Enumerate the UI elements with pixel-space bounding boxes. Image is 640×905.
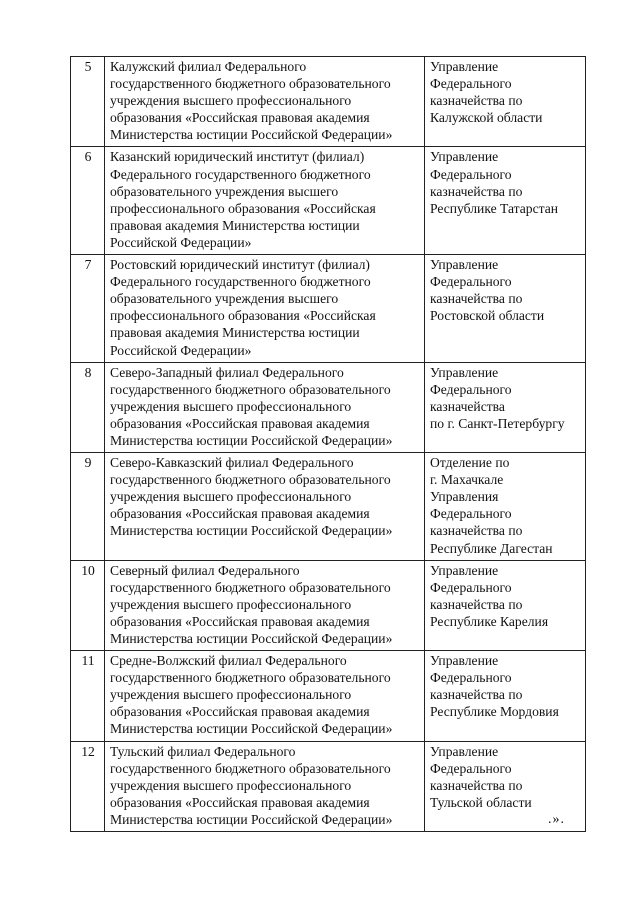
row-number: 9 <box>71 453 105 561</box>
table-row <box>71 453 586 561</box>
table-row <box>71 255 586 363</box>
treasury-office: Отделение по г. Махачкале Управления Федерального казначейства по Республике Дагестан <box>425 453 586 561</box>
table-row <box>71 651 586 741</box>
table-row <box>71 560 586 650</box>
closing-quote-mark: .». <box>548 812 565 827</box>
treasury-office: Управление Федерального казначейства по г. Санкт-Петербургу <box>425 362 586 452</box>
treasury-office: Управление Федерального казначейства по Ростовской области <box>425 255 586 363</box>
branch-name: Ростовский юридический институт (филиал) Федерального государственного бюджетного образовательного учреждения высшего профессионального образования «Российская правовая академия Министерства юстиции Российской Федерации» <box>105 255 425 363</box>
row-number: 5 <box>71 57 105 147</box>
table-row <box>71 57 586 147</box>
treasury-office: Управление Федерального казначейства по Калужской области <box>425 57 586 147</box>
treasury-office: Управление Федерального казначейства по Республике Татарстан <box>425 147 586 255</box>
row-number: 7 <box>71 255 105 363</box>
branch-name: Тульский филиал Федерального государственного бюджетного образовательного учреждения высшего профессионального образования «Российская правовая академия Министерства юстиции Российской Федерации» <box>105 741 425 831</box>
branch-name: Средне-Волжский филиал Федерального государственного бюджетного образовательного учреждения высшего профессионального образования «Российская правовая академия Министерства юстиции Российской Федерации» <box>105 651 425 741</box>
row-number: 11 <box>71 651 105 741</box>
row-number: 10 <box>71 560 105 650</box>
branch-name: Северо-Кавказский филиал Федерального государственного бюджетного образовательного учреждения высшего профессионального образования «Российская правовая академия Министерства юстиции Российской Федерации» <box>105 453 425 561</box>
table-row <box>71 741 586 831</box>
table-row <box>71 147 586 255</box>
treasury-office: Управление Федерального казначейства по Тульской области <box>425 741 586 831</box>
row-number: 12 <box>71 741 105 831</box>
branch-name: Северный филиал Федерального государственного бюджетного образовательного учреждения высшего профессионального образования «Российская правовая академия Министерства юстиции Российской Федерации» <box>105 560 425 650</box>
row-number: 6 <box>71 147 105 255</box>
treasury-office: Управление Федерального казначейства по Республике Карелия <box>425 560 586 650</box>
branch-name: Калужский филиал Федерального государственного бюджетного образовательного учреждения высшего профессионального образования «Российская правовая академия Министерства юстиции Российской Федерации» <box>105 57 425 147</box>
table-row <box>71 362 586 452</box>
branch-name: Казанский юридический институт (филиал) Федерального государственного бюджетного образовательного учреждения высшего профессионального образования «Российская правовая академия Министерства юстиции Российской Федерации» <box>105 147 425 255</box>
row-number: 8 <box>71 362 105 452</box>
branches-table <box>70 56 586 832</box>
branch-name: Северо-Западный филиал Федерального государственного бюджетного образовательного учреждения высшего профессионального образования «Российская правовая академия Министерства юстиции Российской Федерации» <box>105 362 425 452</box>
treasury-office: Управление Федерального казначейства по Республике Мордовия <box>425 651 586 741</box>
